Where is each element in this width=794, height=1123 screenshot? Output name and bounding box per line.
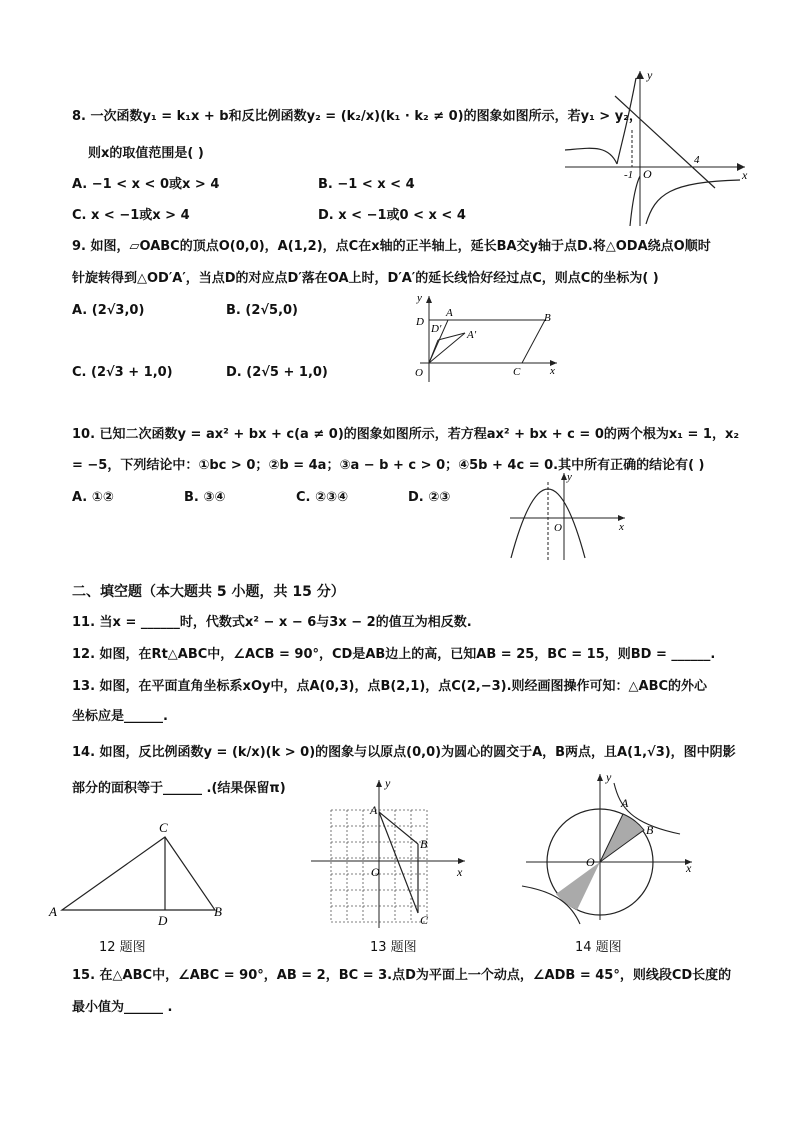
fig13-o-label: O [371,865,380,879]
q8-y-label: y [647,68,653,82]
fig13-y-arrow-icon [376,780,382,787]
fig13-x-label: x [457,865,463,879]
q10-x-label: x [619,521,624,533]
q8-option-d: D. x < −1或0 < x < 4 [318,208,466,223]
fig14-y-label: y [606,770,612,784]
q9-option-a: A. (2√3,0) [72,303,145,318]
fig12-b-label: B [214,904,222,919]
q8-hyperbola-left-lower [630,176,640,226]
fig14-x-label: x [686,861,692,875]
q10-graph [505,470,635,562]
fig14-caption: 14 题图 [575,940,622,955]
q8-graph [560,66,760,230]
q14-stem-line1: 14. 如图，反比例函数y = (k/x)(k > 0)的图象与以原点(0,0)为圆心的圆交于A，B两点，且A(1,√3)，图中阴影 [72,745,736,760]
fig12-d-label: D [158,913,168,928]
q10-o-label: O [554,522,562,534]
q9-a-label: A [446,307,453,319]
q9-option-c: C. (2√3 + 1,0) [72,365,173,380]
q10-stem-line2: = −5，下列结论中：①bc > 0；②b = 4a；③a − b + c > 0；④5b + 4c = 0.其中所有正确的结论有( ) [72,458,705,473]
q8-stem-line2: 则x的取值范围是( ) [88,146,204,161]
q9-graph [405,290,565,390]
q10-option-d: D. ②③ [408,490,451,505]
fig14-shaded-sector-upper [600,814,644,862]
q10-y-label: y [567,471,572,483]
q9-d-prime-label: D′ [431,323,442,335]
fig13 [305,772,475,932]
q15-stem-line2: 最小值为______ . [72,1000,173,1015]
fig13-c-label: C [420,913,429,927]
q9-stem-line1: 9. 如图，▱OABC的顶点O(0,0)，A(1,2)，点C在x轴的正半轴上，延长BA交y轴于点D.将△ODA绕点O顺时 [72,239,711,254]
q9-x-label: x [550,365,555,377]
q13-stem-line2: 坐标应是______. [72,709,168,724]
section-2-title: 二、填空题（本大题共 5 小题，共 15 分） [72,584,345,600]
q8-hyperbola-right-lower [646,180,740,224]
q8-tick-4: 4 [694,154,700,166]
fig12-triangle [62,837,215,910]
q13-stem-line1: 13. 如图，在平面直角坐标系xOy中，点A(0,3)，点B(2,1)，点C(2,−3).则经画图操作可知：△ABC的外心 [72,679,708,694]
q8-origin-label: O [643,167,652,181]
q9-option-d: D. (2√5 + 1,0) [226,365,328,380]
q8-x-label: x [742,168,748,182]
q9-option-b: B. (2√5,0) [226,303,299,318]
fig14-o-label: O [586,855,595,869]
q8-tick-neg1: -1 [624,169,634,181]
fig13-a-label: A [370,803,378,817]
fig13-x-arrow-icon [458,858,465,864]
fig14-a-label: A [621,796,629,810]
fig14 [520,768,700,928]
fig13-b-label: B [420,837,428,851]
q10-option-b: B. ③④ [184,490,226,505]
q8-option-a: A. −1 < x < 0或x > 4 [72,177,220,192]
q14-stem-line2: 部分的面积等于______ .(结果保留π) [72,781,286,796]
fig12-a-label: A [49,904,57,919]
q9-parallelogram [429,320,545,363]
fig13-segment-ac [379,812,418,913]
fig12-c-label: C [159,820,168,835]
fig12-caption: 12 题图 [99,940,146,955]
fig13-caption: 13 题图 [370,940,417,955]
q9-y-arrow-icon [426,296,432,303]
q9-d-label: D [416,316,424,328]
q10-stem-line1: 10. 已知二次函数y = ax² + bx + c(a ≠ 0)的图象如图所示，若方程ax² + bx + c = 0的两个根为x₁ = 1，x₂ [72,427,740,442]
q11-stem: 11. 当x = ______时，代数式x² − x − 6与3x − 2的值互为相反数. [72,615,472,630]
q8-y-arrow-icon [636,71,644,79]
fig14-b-label: B [646,823,654,837]
q8-hyperbola-branch-left [565,148,617,164]
q9-b-label: B [544,312,551,324]
q9-c-label: C [513,366,521,378]
fig12 [40,815,240,930]
q9-a-prime-label: A′ [467,329,477,341]
q9-stem-line2: 针旋转得到△OD′A′，当点D的对应点D′落在OA上时，D′A′的延长线恰好经过点C，则点C的坐标为( ) [72,271,659,286]
q9-o-label: O [415,367,423,379]
q12-stem: 12. 如图，在Rt△ABC中，∠ACB = 90°，CD是AB边上的高，已知AB = 25，BC = 15，则BD = ______. [72,647,716,662]
q8-option-c: C. x < −1或x > 4 [72,208,190,223]
fig14-shaded-sector-lower [556,862,600,910]
q8-hyperbola-left-upper [617,78,636,164]
q10-option-c: C. ②③④ [296,490,349,505]
q8-option-b: B. −1 < x < 4 [318,177,415,192]
fig14-y-arrow-icon [597,774,603,781]
q8-stem-line1: 8. 一次函数y₁ = k₁x + b和反比例函数y₂ = (k₂/x)(k₁ · k₂ ≠ 0)的图象如图所示，若y₁ > y₂， [72,109,642,124]
q9-y-label: y [417,292,422,304]
q10-option-a: A. ①② [72,490,114,505]
q15-stem-line1: 15. 在△ABC中，∠ABC = 90°，AB = 2，BC = 3.点D为平面上一个动点，∠ADB = 45°，则线段CD长度的 [72,968,732,983]
fig13-y-label: y [385,776,391,790]
